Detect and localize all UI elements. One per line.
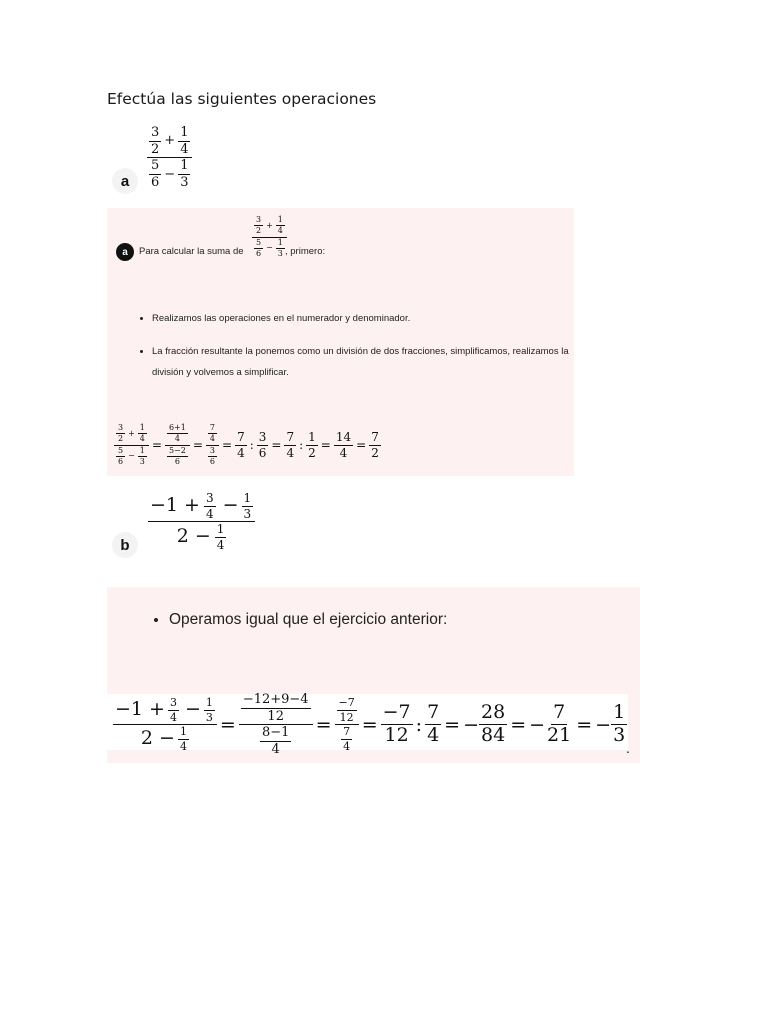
exercise-b-expression: −1 + $\frac{3}{4}$ − $\frac{1}{3}$ 2 − $\frac{1}{4}$ [148,492,255,551]
solution-a-intro-fraction: $\frac{3}{2}$ + $\frac{1}{4}$ $\frac{5}{6}$ − $\frac{1}{3}$ [252,216,287,259]
solution-a-result: $\frac{3}{2}$ + $\frac{1}{4}$ $\frac{5}{6}$ − $\frac{1}{3}$ = $\frac{\frac{6+1}{4}}{\frac{5-2}{6}}$ = $\frac{\frac{7}{4}}{\frac{3}{6}}$ = $\frac{7}{4}$ : $\frac{3}{6}$ = $\frac{7}{4}$ : $\frac{1}{2}$ = $\frac{14}{4}$ = $\frac{7}{2}$ [114,419,381,467]
solution-a-intro-tail: , primero: [285,246,326,257]
list-item: • Operamos igual que el ejercicio anterior: [169,611,447,629]
solution-b-panel [107,587,640,763]
list-item: • La fracción resultante la ponemos como un división de dos fracciones, simplificamos, realizamos la división y volvemos a simplificar. [152,341,572,383]
solution-a-panel [107,208,574,476]
solution-b-bullets [149,611,447,629]
solution-a-intro: Para calcular la suma de [139,246,244,257]
solution-a-bullets [134,308,572,395]
exercise-a-label: a [112,168,138,194]
exercise-a-expression: $\frac{3}{2}$ + $\frac{1}{4}$ $\frac{5}{6}$ − $\frac{1}{3}$ [147,126,192,190]
solution-a-badge: a [116,243,134,261]
list-item: • Realizamos las operaciones en el numerador y denominador. [152,308,572,329]
exercise-b-label: b [112,532,138,558]
solution-b-result: −1 + $\frac{3}{4}$ − $\frac{1}{3}$ 2 − $\frac{1}{4}$ = $\frac{\frac{-12+9-4}{12}}{\frac{8-1}{4}}$ = $\frac{\frac{-7}{12}}{\frac{7}{4}}$ = $\frac{-7}{12}$ : $\frac{7}{4}$ = − $\frac{28}{84}$ = − $\frac{7}{21}$ = − $\frac{1}{3}$ [115,692,626,757]
page-title: Efectúa las siguientes operaciones [107,90,377,108]
solution-b-trailing-dot: . [626,742,630,756]
